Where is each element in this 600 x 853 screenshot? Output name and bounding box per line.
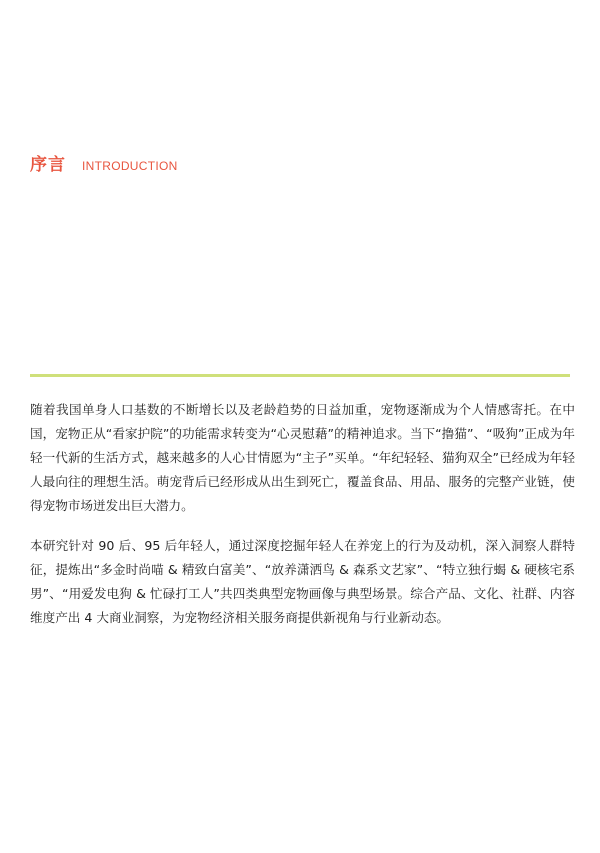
intro-paragraph-1: 随着我国单身人口基数的不断增长以及老龄趋势的日益加重，宠物逐渐成为个人情感寄托。在中国，宠物正从“看家护院”的功能需求转变为“心灵慰藉”的精神追求。当下“撸猫”、“吸狗”正成为年轻一代新的生活方式，越来越多的人心甘情愿为“主子”买单。“年纪轻轻、猫狗双全”已经成为年轻人最向往的理想生活。萌宠背后已经形成从出生到死亡，覆盖食品、用品、服务的完整产业链，使得宠物市场迸发出巨大潜力。	[30, 402, 575, 513]
section-divider	[30, 374, 570, 377]
intro-body	[30, 398, 575, 646]
section-heading	[30, 150, 178, 175]
intro-paragraph-2: 本研究针对 90 后、95 后年轻人，通过深度挖掘年轻人在养宠上的行为及动机，深入洞察人群特征，提炼出“多金时尚喵 & 精致白富美”、“放养潇洒鸟 & 森系文艺家”、“特立独行蝎 & 硬核宅系男”、“用爱发电狗 & 忙碌打工人”共四类典型宠物画像与典型场景。综合产品、文化、社群、内容维度产出 4 大商业洞察，为宠物经济相关服务商提供新视角与行业新动态。	[30, 538, 575, 625]
section-title-en: INTRODUCTION	[82, 159, 178, 173]
section-title-cn: 序言	[30, 155, 66, 175]
